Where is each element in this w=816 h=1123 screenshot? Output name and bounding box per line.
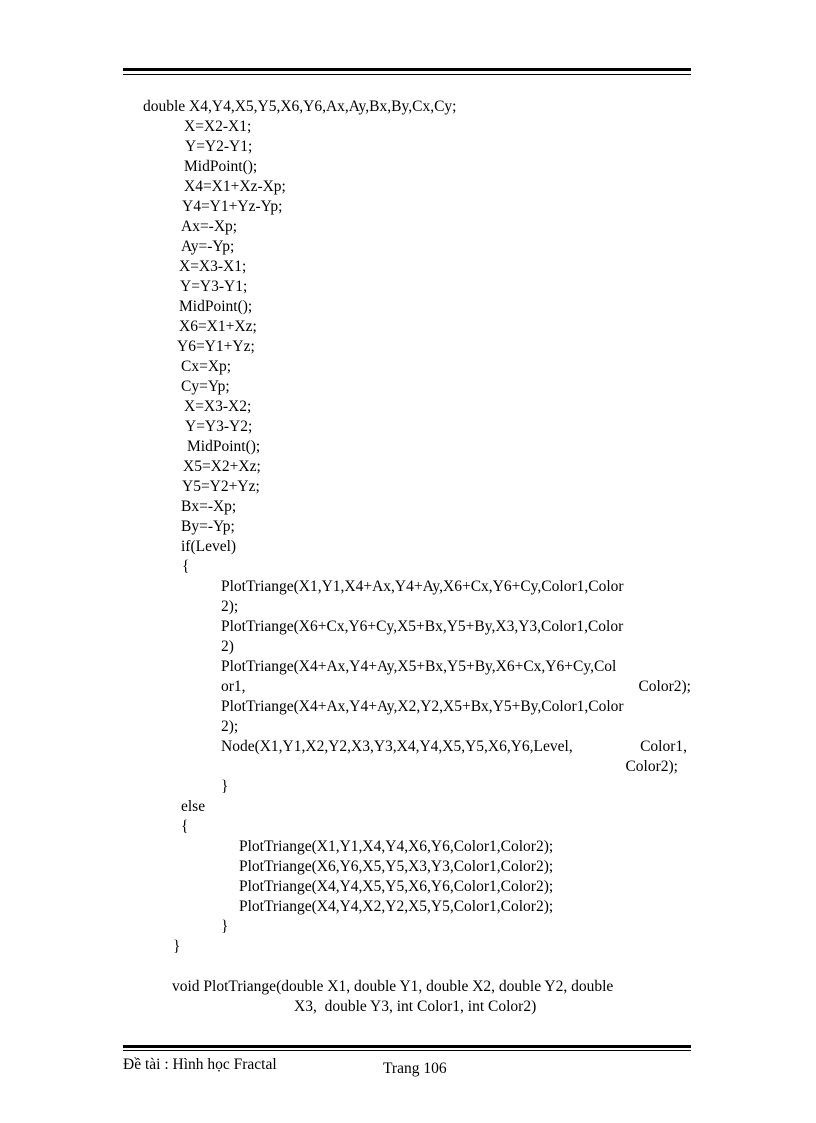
code-line: Cy=Yp; [181,378,230,395]
code-line: { [182,558,190,575]
footer-rule-thick [123,1045,691,1048]
code-line: X=X2-X1; [184,118,252,135]
code-line: X6=X1+Xz; [179,318,257,335]
code-line: else [181,798,206,815]
code-line: 2); [221,718,239,735]
code-line: double X4,Y4,X5,Y5,X6,Y6,Ax,Ay,Bx,By,Cx,Cy; [143,98,457,115]
code-line: Ax=-Xp; [181,218,238,235]
code-line: PlotTriange(X1,Y1,X4,Y4,X6,Y6,Color1,Color2); [239,838,554,855]
code-line: { [181,818,189,835]
code-line: PlotTriange(X6+Cx,Y6+Cy,X5+Bx,Y5+By,X3,Y3,Color1,Color [221,618,624,635]
code-line: } [173,938,181,955]
code-line [221,737,687,757]
code-line: 2) [221,638,234,655]
code-line: void PlotTriange(double X1, double Y1, double X2, double Y2, double [172,978,614,995]
code-line: PlotTriange(X4+Ax,Y4+Ay,X5+Bx,Y5+By,X6+Cx,Y6+Cy,Col [221,658,617,675]
code-line: PlotTriange(X6,Y6,X5,Y5,X3,Y3,Color1,Color2); [239,858,554,875]
code-line: PlotTriange(X4+Ax,Y4+Ay,X2,Y2,X5+Bx,Y5+By,Color1,Color [221,698,624,715]
code-line: PlotTriange(X4,Y4,X2,Y2,X5,Y5,Color1,Color2); [239,898,554,915]
code-fragment: Color2); [638,678,691,695]
code-line: if(Level) [181,538,237,555]
code-line: 2); [221,598,239,615]
code-line: PlotTriange(X4,Y4,X5,Y5,X6,Y6,Color1,Color2); [239,878,554,895]
code-line: Cx=Xp; [181,358,232,375]
code-fragment: or1, [221,678,246,695]
code-line: X=X3-X2; [184,398,252,415]
code-line: } [221,918,229,935]
code-line: MidPoint(); [187,438,261,455]
code-line: Y=Y3-Y2; [185,418,253,435]
code-line: X3, double Y3, int Color1, int Color2) [294,998,537,1015]
code-line: Ay=-Yp; [181,238,235,255]
code-line [221,677,691,697]
code-line: MidPoint(); [179,298,253,315]
code-line: X=X3-X1; [179,258,247,275]
code-line: PlotTriange(X1,Y1,X4+Ax,Y4+Ay,X6+Cx,Y6+Cy,Color1,Color [221,578,624,595]
code-line: Y4=Y1+Yz-Yp; [182,198,283,215]
code-line: Color2); [625,758,678,775]
code-line: By=-Yp; [181,518,235,535]
code-line: Bx=-Xp; [181,498,237,515]
code-line: Y=Y3-Y1; [180,278,248,295]
code-line: Y5=Y2+Yz; [182,478,260,495]
footer-topic: Đề tài : Hình học Fractal [123,1056,277,1073]
code-line: MidPoint(); [184,158,258,175]
code-line: } [221,778,229,795]
code-fragment: Color1, [640,738,687,755]
code-fragment: Node(X1,Y1,X2,Y2,X3,Y3,X4,Y4,X5,Y5,X6,Y6,Level, [221,738,573,755]
page-number: Trang 106 [383,1060,447,1077]
footer-rule-thin [123,1050,691,1051]
code-line: Y=Y2-Y1; [185,138,253,155]
code-line: X5=X2+Xz; [183,458,261,475]
code-line: X4=X1+Xz-Xp; [184,178,286,195]
code-line: Y6=Y1+Yz; [177,338,255,355]
